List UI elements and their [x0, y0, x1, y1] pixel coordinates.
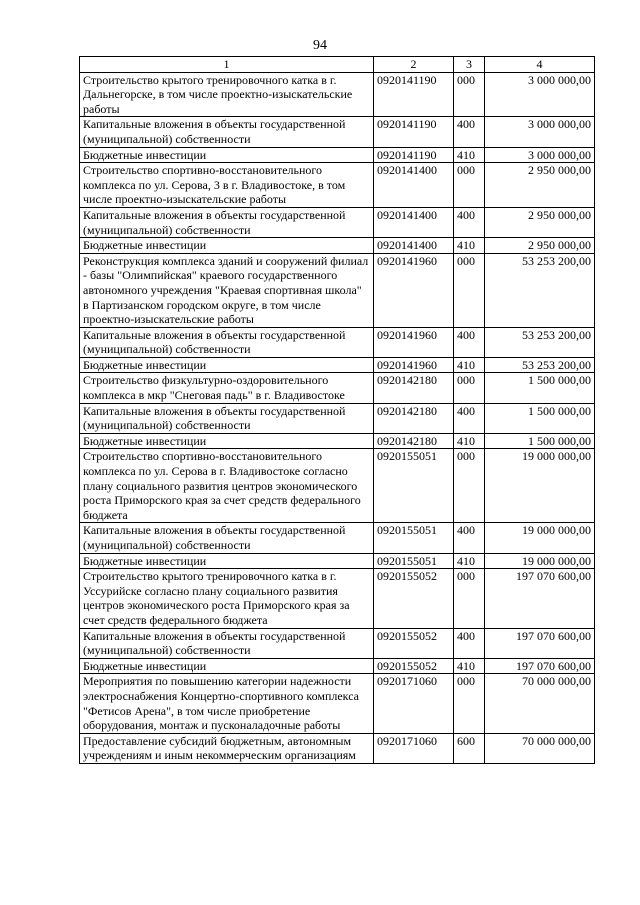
column-header: 4: [485, 57, 595, 73]
table-row: [80, 327, 595, 357]
row-type-cell: 000: [454, 449, 485, 523]
table-row: [80, 733, 595, 763]
row-type-cell: 400: [454, 117, 485, 147]
row-type-cell: 410: [454, 238, 485, 254]
header-row: [80, 57, 595, 73]
budget-table: [79, 56, 595, 764]
column-header: 3: [454, 57, 485, 73]
row-code-cell: 0920141400: [374, 163, 454, 208]
row-code-cell: 0920142180: [374, 433, 454, 449]
row-code-cell: 0920141190: [374, 147, 454, 163]
row-name-cell: Капитальные вложения в объекты государственной (муниципальной) собственности: [80, 523, 374, 553]
row-amount-cell: 3 000 000,00: [485, 72, 595, 117]
row-amount-cell: 70 000 000,00: [485, 733, 595, 763]
row-code-cell: 0920141190: [374, 117, 454, 147]
row-name-cell: Капитальные вложения в объекты государственной (муниципальной) собственности: [80, 628, 374, 658]
row-type-cell: 600: [454, 733, 485, 763]
row-type-cell: 000: [454, 163, 485, 208]
table-row: [80, 433, 595, 449]
table-row: [80, 658, 595, 674]
row-type-cell: 400: [454, 207, 485, 237]
row-amount-cell: 70 000 000,00: [485, 674, 595, 733]
table-row: [80, 628, 595, 658]
table-row: [80, 449, 595, 523]
row-name-cell: Реконструкция комплекса зданий и сооружений филиал - базы "Олимпийская" краевого государственного автономного учреждения "Краевая спортивная школа" в Партизанском городском округе, в том числе проектно-изыскательские работы: [80, 253, 374, 327]
row-code-cell: 0920155051: [374, 523, 454, 553]
row-name-cell: Капитальные вложения в объекты государственной (муниципальной) собственности: [80, 207, 374, 237]
row-type-cell: 400: [454, 523, 485, 553]
row-type-cell: 410: [454, 433, 485, 449]
row-type-cell: 410: [454, 553, 485, 569]
row-name-cell: Мероприятия по повышению категории надежности электроснабжения Концертно-спортивного комплекса "Фетисов Арена", в том числе приобретение оборудования, монтаж и пусконаладочные работы: [80, 674, 374, 733]
row-code-cell: 0920142180: [374, 373, 454, 403]
table-row: [80, 553, 595, 569]
row-name-cell: Бюджетные инвестиции: [80, 658, 374, 674]
row-code-cell: 0920171060: [374, 733, 454, 763]
row-amount-cell: 3 000 000,00: [485, 117, 595, 147]
row-type-cell: 400: [454, 403, 485, 433]
table-row: [80, 674, 595, 733]
row-name-cell: Капитальные вложения в объекты государственной (муниципальной) собственности: [80, 403, 374, 433]
row-type-cell: 000: [454, 569, 485, 628]
row-type-cell: 000: [454, 72, 485, 117]
row-amount-cell: 1 500 000,00: [485, 373, 595, 403]
row-name-cell: Бюджетные инвестиции: [80, 147, 374, 163]
row-amount-cell: 197 070 600,00: [485, 658, 595, 674]
row-amount-cell: 2 950 000,00: [485, 238, 595, 254]
table-row: [80, 238, 595, 254]
row-code-cell: 0920171060: [374, 674, 454, 733]
table-row: [80, 569, 595, 628]
row-amount-cell: 53 253 200,00: [485, 327, 595, 357]
row-type-cell: 000: [454, 253, 485, 327]
row-code-cell: 0920142180: [374, 403, 454, 433]
row-code-cell: 0920155052: [374, 658, 454, 674]
row-name-cell: Капитальные вложения в объекты государственной (муниципальной) собственности: [80, 327, 374, 357]
row-type-cell: 410: [454, 658, 485, 674]
row-amount-cell: 197 070 600,00: [485, 628, 595, 658]
column-header: 1: [80, 57, 374, 73]
table-body: [80, 72, 595, 763]
row-name-cell: Бюджетные инвестиции: [80, 238, 374, 254]
row-name-cell: Бюджетные инвестиции: [80, 357, 374, 373]
table-row: [80, 207, 595, 237]
row-type-cell: 000: [454, 674, 485, 733]
row-amount-cell: 19 000 000,00: [485, 523, 595, 553]
row-code-cell: 0920141960: [374, 253, 454, 327]
row-amount-cell: 2 950 000,00: [485, 207, 595, 237]
row-amount-cell: 3 000 000,00: [485, 147, 595, 163]
row-amount-cell: 1 500 000,00: [485, 433, 595, 449]
row-type-cell: 410: [454, 147, 485, 163]
table-row: [80, 357, 595, 373]
table-row: [80, 147, 595, 163]
row-amount-cell: 53 253 200,00: [485, 253, 595, 327]
row-name-cell: Бюджетные инвестиции: [80, 433, 374, 449]
row-code-cell: 0920155052: [374, 628, 454, 658]
row-name-cell: Предоставление субсидий бюджетным, автономным учреждениям и иным некоммерческим организациям: [80, 733, 374, 763]
row-amount-cell: 197 070 600,00: [485, 569, 595, 628]
row-code-cell: 0920155052: [374, 569, 454, 628]
column-header: 2: [374, 57, 454, 73]
row-code-cell: 0920141400: [374, 207, 454, 237]
row-code-cell: 0920141960: [374, 327, 454, 357]
row-name-cell: Строительство спортивно-восстановительного комплекса по ул. Серова в г. Владивостоке согласно плану социального развития центров экономического роста Приморского края за счет средств федерального бюджета: [80, 449, 374, 523]
row-type-cell: 400: [454, 628, 485, 658]
table-row: [80, 163, 595, 208]
row-code-cell: 0920141190: [374, 72, 454, 117]
table-row: [80, 403, 595, 433]
table-row: [80, 117, 595, 147]
row-amount-cell: 19 000 000,00: [485, 449, 595, 523]
row-amount-cell: 19 000 000,00: [485, 553, 595, 569]
row-name-cell: Капитальные вложения в объекты государственной (муниципальной) собственности: [80, 117, 374, 147]
row-code-cell: 0920141960: [374, 357, 454, 373]
row-name-cell: Строительство физкультурно-оздоровительного комплекса в мкр "Снеговая падь" в г. Владивостоке: [80, 373, 374, 403]
row-amount-cell: 1 500 000,00: [485, 403, 595, 433]
table-row: [80, 72, 595, 117]
row-code-cell: 0920141400: [374, 238, 454, 254]
row-amount-cell: 2 950 000,00: [485, 163, 595, 208]
table-row: [80, 253, 595, 327]
row-type-cell: 410: [454, 357, 485, 373]
table-row: [80, 373, 595, 403]
row-name-cell: Строительство крытого тренировочного катка в г. Дальнегорске, в том числе проектно-изыскательские работы: [80, 72, 374, 117]
row-amount-cell: 53 253 200,00: [485, 357, 595, 373]
row-type-cell: 000: [454, 373, 485, 403]
row-code-cell: 0920155051: [374, 553, 454, 569]
row-name-cell: Бюджетные инвестиции: [80, 553, 374, 569]
row-name-cell: Строительство спортивно-восстановительного комплекса по ул. Серова, 3 в г. Владивостоке, в том числе проектно-изыскательские работы: [80, 163, 374, 208]
page-number: 94: [313, 38, 327, 53]
row-code-cell: 0920155051: [374, 449, 454, 523]
row-type-cell: 400: [454, 327, 485, 357]
row-name-cell: Строительство крытого тренировочного катка в г. Уссурийске согласно плану социального развития центров экономического роста Приморского края за счет средств федерального бюджета: [80, 569, 374, 628]
table-row: [80, 523, 595, 553]
table-header: [80, 57, 595, 73]
